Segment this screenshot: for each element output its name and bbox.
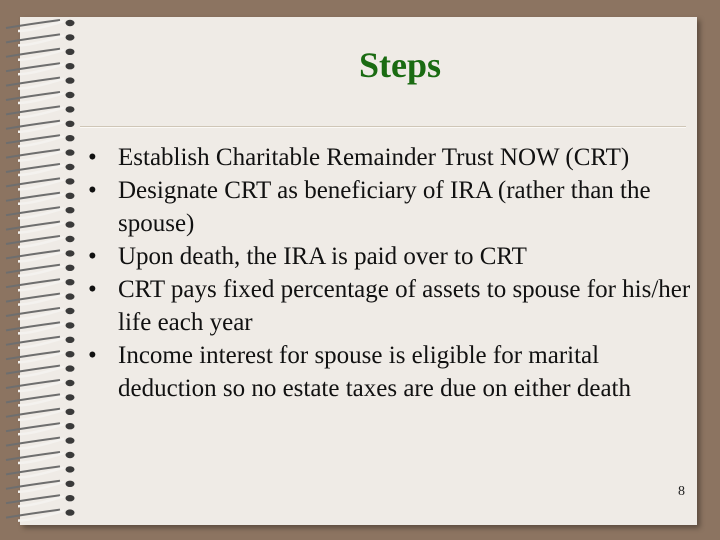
spiral-ring — [6, 279, 75, 290]
page-number: 8 — [678, 484, 685, 499]
spiral-ring — [6, 135, 75, 146]
spiral-ring — [6, 164, 75, 175]
spiral-ring — [6, 236, 75, 247]
bullet-list — [88, 141, 693, 405]
spiral-ring — [6, 34, 75, 45]
bullet-item — [88, 141, 693, 174]
spiral-ring — [6, 337, 75, 348]
spiral-ring — [6, 322, 75, 333]
spiral-ring — [6, 351, 75, 362]
spiral-ring — [6, 423, 75, 434]
spiral-ring — [6, 106, 75, 117]
spiral-binding-icon — [0, 14, 80, 524]
spiral-ring — [6, 380, 75, 391]
spiral-ring — [6, 149, 75, 160]
spiral-ring — [6, 365, 75, 376]
bullet-item — [88, 240, 693, 273]
spiral-ring — [6, 63, 75, 74]
spiral-ring — [6, 77, 75, 88]
spiral-ring — [6, 265, 75, 276]
title-divider — [80, 126, 686, 128]
slide-title: Steps — [358, 45, 442, 85]
spiral-ring — [6, 49, 75, 60]
spiral-ring — [6, 92, 75, 103]
spiral-ring — [6, 293, 75, 304]
spiral-ring — [6, 452, 75, 463]
spiral-ring — [6, 437, 75, 448]
bullet-icon: • — [88, 342, 97, 369]
spiral-ring — [6, 466, 75, 477]
bullet-icon: • — [88, 243, 97, 270]
spiral-ring — [6, 207, 75, 218]
spiral-ring — [6, 509, 75, 520]
bullet-text: Income interest for spouse is eligible for marital deduction so no estate taxes are due on either death — [118, 342, 632, 402]
spiral-ring — [6, 20, 75, 31]
bullet-text: Establish Charitable Remainder Trust NOW (CRT) — [118, 144, 630, 171]
spiral-ring — [6, 178, 75, 189]
spiral-ring — [6, 121, 75, 132]
spiral-ring — [6, 495, 75, 506]
bullet-text: Upon death, the IRA is paid over to CRT — [118, 243, 527, 270]
spiral-ring — [6, 481, 75, 492]
bullet-item — [88, 273, 693, 339]
bullet-icon: • — [88, 276, 97, 303]
spiral-ring — [6, 308, 75, 319]
bullet-text: Designate CRT as beneficiary of IRA (rather than the spouse) — [118, 177, 651, 237]
spiral-ring — [6, 394, 75, 405]
spiral-ring — [6, 250, 75, 261]
bullet-item — [88, 339, 693, 405]
bullet-item — [88, 174, 693, 240]
spiral-ring — [6, 193, 75, 204]
bullet-icon: • — [88, 177, 97, 204]
bullet-icon: • — [88, 144, 97, 171]
spiral-ring — [6, 221, 75, 232]
spiral-ring — [6, 409, 75, 420]
bullet-text: CRT pays fixed percentage of assets to spouse for his/her life each year — [118, 276, 691, 336]
